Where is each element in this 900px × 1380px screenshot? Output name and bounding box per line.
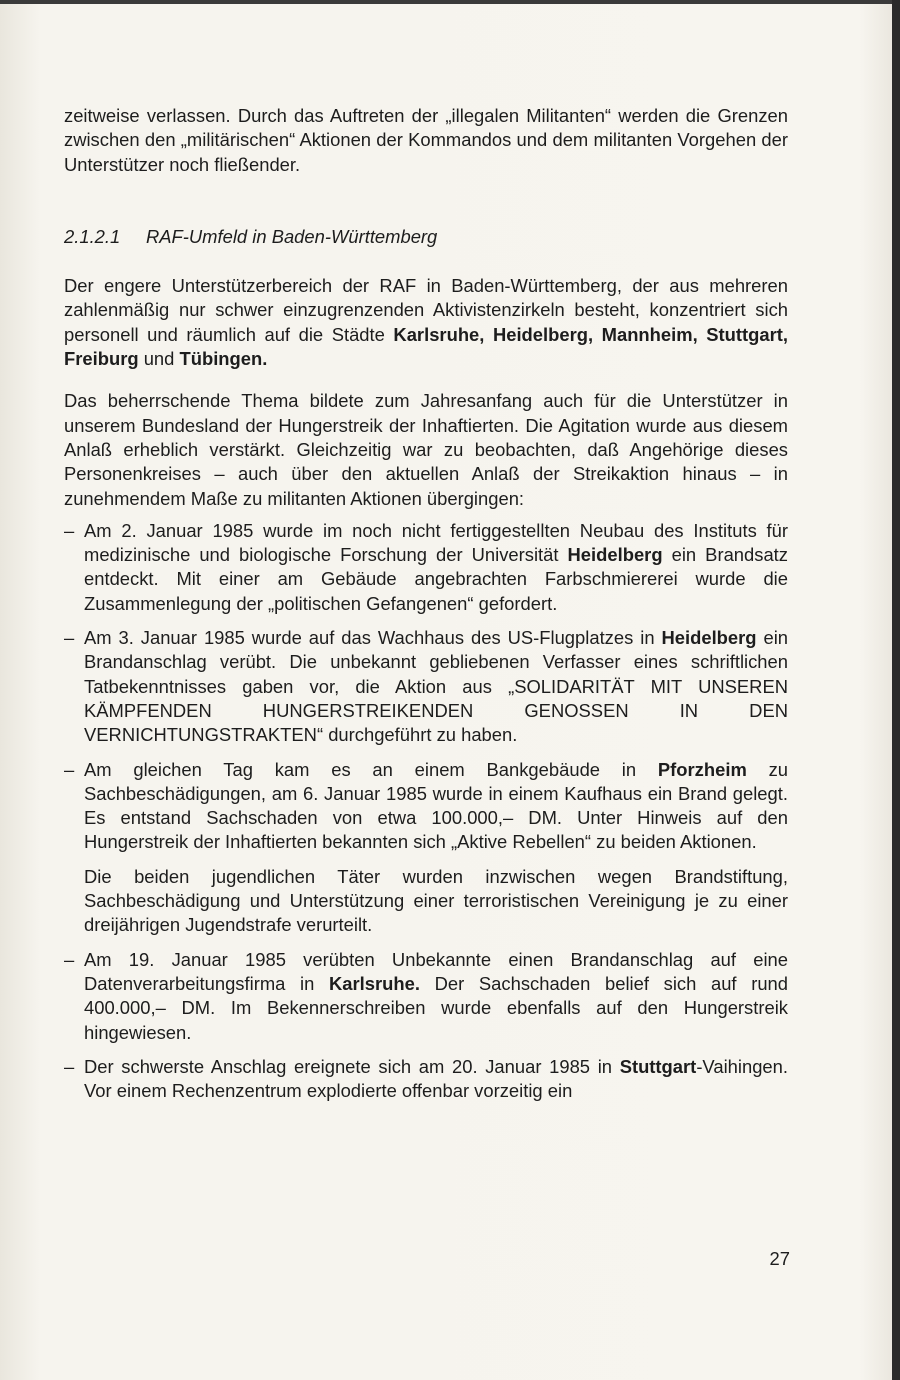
section-number: 2.1.2.1: [64, 225, 121, 247]
paragraph-text: und: [138, 348, 180, 370]
list-dash: –: [64, 948, 75, 970]
list-item: [64, 1055, 788, 1104]
item-text: Der schwerste Anschlag ereignete sich am 20. Januar 1985 in: [84, 1055, 620, 1077]
bold-city: Karlsruhe.: [329, 972, 420, 994]
item-text: Am 3. Januar 1985 wurde auf das Wachhaus des US-Flugplatzes in: [84, 627, 662, 649]
item-text: Der Sachschaden belief sich auf rund 400.000,– DM. Im Bekennerschreiben wurde ebenfalls auf den Hungerstreik hingewiesen.: [84, 972, 788, 1043]
section-title: RAF-Umfeld in Baden-Württemberg: [146, 225, 438, 247]
paragraph-text: Der engere Unterstützerbereich der RAF in Baden-Württemberg, der aus mehreren zahlenmäßig nur schwer einzugrenzenden Aktivistenzirkeln besteht, konzentriert sich personell und räumlich auf die Städte: [64, 275, 788, 345]
incident-list: [64, 519, 788, 1104]
page-number: 27: [769, 1248, 790, 1269]
bold-city: Heidelberg: [567, 544, 663, 566]
paragraph-hungerstreik: Das beherrschende Thema bildete zum Jahresanfang auch für die Unterstützer in unserem Bundesland der Hungerstreik der Inhaftierten. Die Agitation wurde aus diesem Anlaß erheblich verstärkt. Gleichzeitig war zu beobachten, daß Angehörige dieses Personenkreises – auch über den aktuellen Anlaß der Streikaktion hinaus – in zunehmendem Maße zu militanten Aktionen übergingen:: [64, 390, 788, 509]
item-text: Am gleichen Tag kam es an einem Bankgebäude in: [84, 758, 658, 780]
paragraph-unterstuetzerbereich: [64, 274, 788, 371]
item-text: ein Brandanschlag verübt. Die unbekannt gebliebenen Verfasser eines schriftlichen Tatbekenntnisses gaben vor, die Aktion aus „SOLIDARITÄT MIT UNSEREN KÄMPFENDEN HUNGERSTREIKENDEN GENOSSEN IN DEN VERNICHTUNGSTRAKTEN“ durchgeführt zu haben.: [84, 627, 789, 746]
book-spine-edge: [892, 0, 900, 1380]
list-item: [64, 519, 788, 616]
bold-city: Stuttgart: [619, 1055, 697, 1077]
bold-cities: Karlsruhe, Heidelberg, Mannheim, Stuttgart, Freiburg: [64, 323, 788, 370]
intro-paragraph: zeitweise verlassen. Durch das Auftreten der „illegalen Militanten“ werden die Grenzen zwischen den „militärischen“ Aktionen der Kommandos und dem militanten Vorgehen der Unterstützer noch fließender.: [64, 105, 788, 175]
bold-city: Pforzheim: [657, 758, 747, 780]
item-subparagraph: Die beiden jugendlichen Täter wurden inzwischen wegen Brandstiftung, Sachbeschädigung und Unterstützung einer terroristischen Vereinigung je zu einer dreijährigen Jugendstrafe verurteilt.: [84, 865, 788, 936]
item-text: Am 2. Januar 1985 wurde im noch nicht fertiggestellten Neubau des Instituts für medizinische und biologische Forschung der Universität: [84, 519, 788, 566]
list-dash: –: [64, 1055, 75, 1077]
section-heading: [64, 225, 788, 249]
list-item: [64, 758, 788, 938]
page-content: [64, 104, 788, 1103]
bold-city: Tübingen.: [179, 348, 268, 370]
list-dash: –: [64, 758, 75, 780]
list-item: [64, 948, 788, 1045]
item-text: ein Brandsatz entdeckt. Mit einer am Gebäude angebrachten Farbschmiererei wurde die Zusammenlegung der „politischen Gefangenen“ gefordert.: [84, 544, 788, 614]
item-text: Am 19. Januar 1985 verübten Unbekannte einen Brandanschlag auf eine Datenverarbeitungsfirma in: [84, 948, 788, 994]
item-text: -Vaihingen. Vor einem Rechenzentrum explodierte offenbar vorzeitig ein: [84, 1055, 788, 1102]
item-text: zu Sachbeschädigungen, am 6. Januar 1985 wurde in einem Kaufhaus ein Brand gelegt. Es entstand Sachschaden von etwa 100.000,– DM. Unter Hinweis auf den Hungerstreik der Inhaftierten bekannten sich „Aktive Rebellen“ zu beiden Aktionen.: [84, 758, 788, 853]
top-edge: [0, 0, 900, 4]
list-dash: –: [64, 519, 75, 541]
list-dash: –: [64, 627, 75, 649]
bold-city: Heidelberg: [661, 627, 757, 649]
list-item: [64, 626, 788, 747]
